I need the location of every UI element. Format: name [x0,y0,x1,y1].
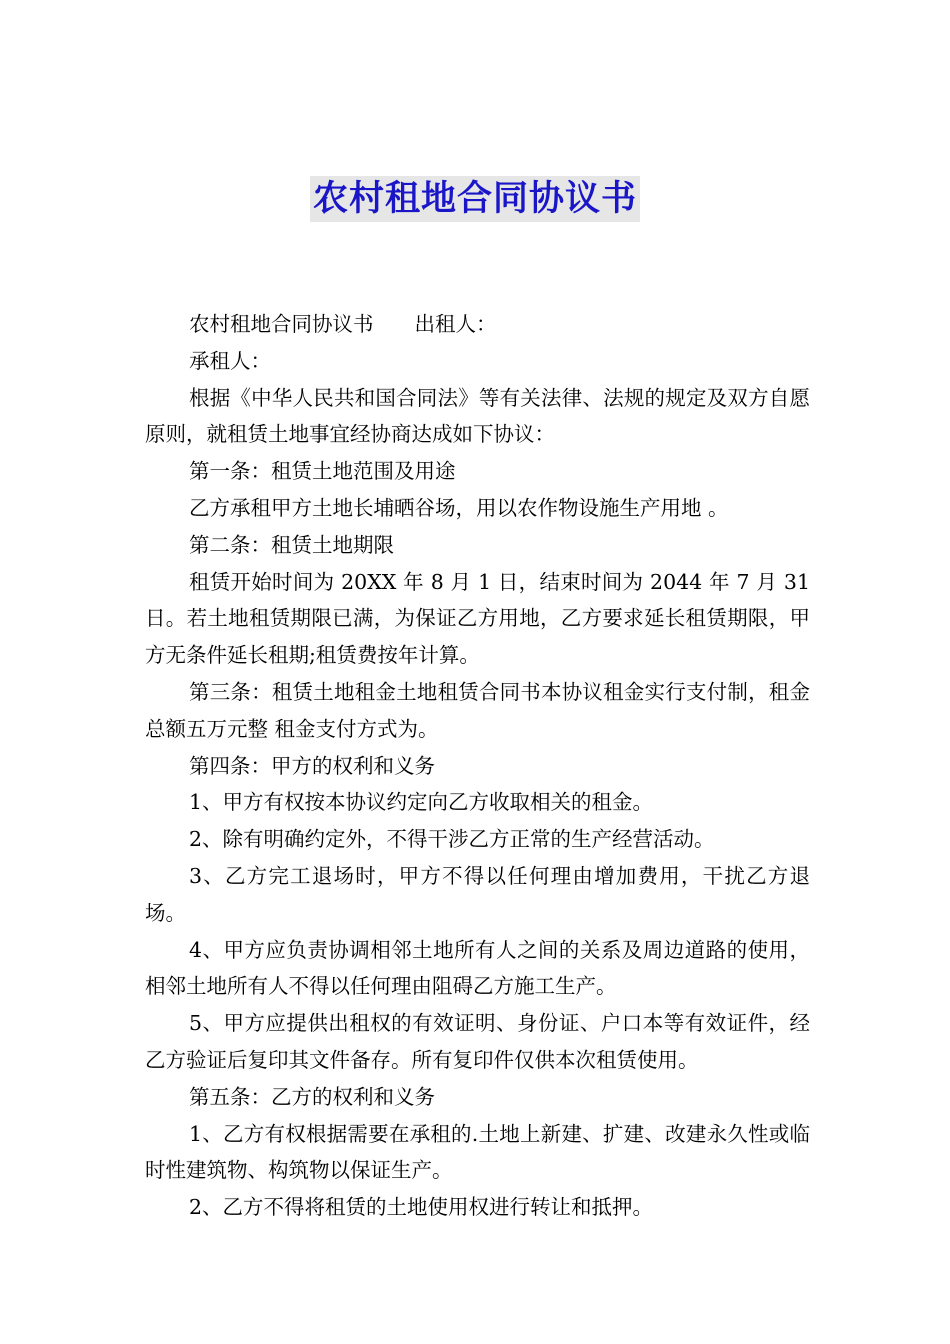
paragraph: 1、甲方有权按本协议约定向乙方收取相关的租金。 [189,790,654,815]
document-body [145,306,817,1226]
paragraph: 2、乙方不得将租赁的土地使用权进行转让和抵押。 [189,1195,654,1220]
paragraph: 第四条：甲方的权利和义务 [189,753,435,778]
paragraph: 5、甲方应提供出租权的有效证明、身份证、户口本等有效证件，经乙方验证后复印其文件备存。所有复印件仅供本次租赁使用。 [145,1011,810,1072]
paragraph: 根据《中华人民共和国合同法》等有关法律、法规的规定及双方自愿原则，就租赁土地事宜经协商达成如下协议： [145,385,810,447]
paragraph: 2、除有明确约定外，不得干涉乙方正常的生产经营活动。 [189,827,715,852]
paragraph: 4、甲方应负责协调相邻土地所有人之间的关系及周边道路的使用，相邻土地所有人不得以任何理由阻碍乙方施工生产。 [145,937,810,999]
paragraph: 租赁开始时间为 20XX 年 8 月 1 日，结束时间为 2044 年 7 月 31 日。若土地租赁期限已满，为保证乙方用地，乙方要求延长租赁期限，甲方无条件延长租期;租赁费按年计算。 [145,569,817,668]
paragraph: 第二条：租赁土地期限 [189,532,394,557]
paragraph: 承租人： [189,348,271,373]
paragraph: 乙方承租甲方土地长埔晒谷场，用以农作物设施生产用地 。 [189,495,729,520]
paragraph: 第三条：租赁土地租金土地租赁合同书本协议租金实行支付制，租金总额五万元整 租金支付方式为。 [145,679,810,741]
document-title: 农村租地合同协议书 [310,176,640,222]
paragraph: 3、乙方完工退场时，甲方不得以任何理由增加费用，干扰乙方退场。 [145,863,810,925]
paragraph: 第一条：租赁土地范围及用途 [189,459,456,484]
paragraph: 农村租地合同协议书 出租人： [189,312,497,336]
title-wrapper [0,176,950,222]
paragraph: 第五条：乙方的权利和义务 [189,1084,435,1109]
paragraph: 1、乙方有权根据需要在承租的.土地上新建、扩建、改建永久性或临时性建筑物、构筑物以保证生产。 [145,1121,810,1183]
